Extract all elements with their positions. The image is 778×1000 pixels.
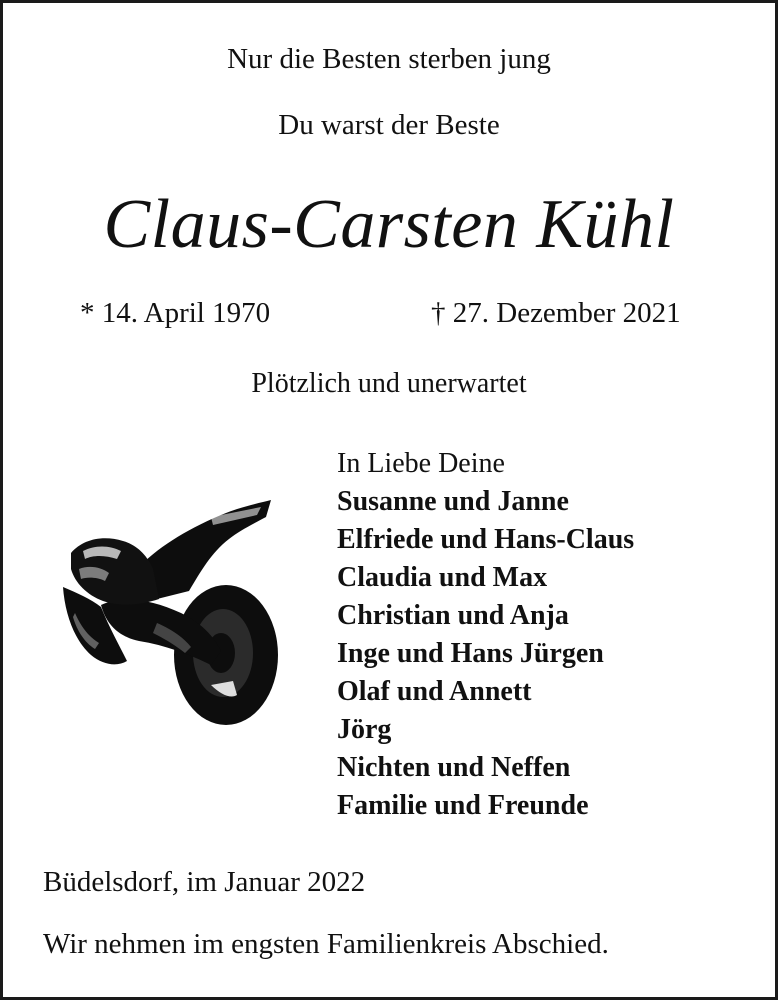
motorbike-silhouette-icon bbox=[61, 495, 281, 730]
circumstance-text: Plötzlich und unerwartet bbox=[251, 368, 527, 399]
mourner-entry: Inge und Hans Jürgen bbox=[337, 638, 604, 669]
motto-line-2: Du warst der Beste bbox=[278, 109, 500, 141]
mourner-entry: Claudia und Max bbox=[337, 562, 548, 593]
mourner-entry: Familie und Freunde bbox=[337, 790, 589, 821]
mourner-entry: Olaf und Annett bbox=[337, 676, 532, 707]
farewell-note: Wir nehmen im engsten Familienkreis Abschied. bbox=[43, 928, 609, 960]
mourner-entry: Susanne und Janne bbox=[337, 486, 569, 517]
death-date: † 27. Dezember 2021 bbox=[431, 297, 681, 329]
place-and-date: Büdelsdorf, im Januar 2022 bbox=[43, 866, 366, 898]
mourners-list bbox=[337, 445, 634, 825]
mourner-entry: Nichten und Neffen bbox=[337, 752, 571, 783]
mourner-entry: Christian und Anja bbox=[337, 600, 569, 631]
mourner-entry: Jörg bbox=[337, 714, 392, 745]
deceased-name: Claus-Carsten Kühl bbox=[103, 186, 675, 263]
motto-line-1: Nur die Besten sterben jung bbox=[227, 43, 551, 75]
mourner-entry: Elfriede und Hans-Claus bbox=[337, 524, 635, 555]
birth-date: * 14. April 1970 bbox=[80, 297, 271, 329]
mourners-intro: In Liebe Deine bbox=[337, 448, 505, 479]
